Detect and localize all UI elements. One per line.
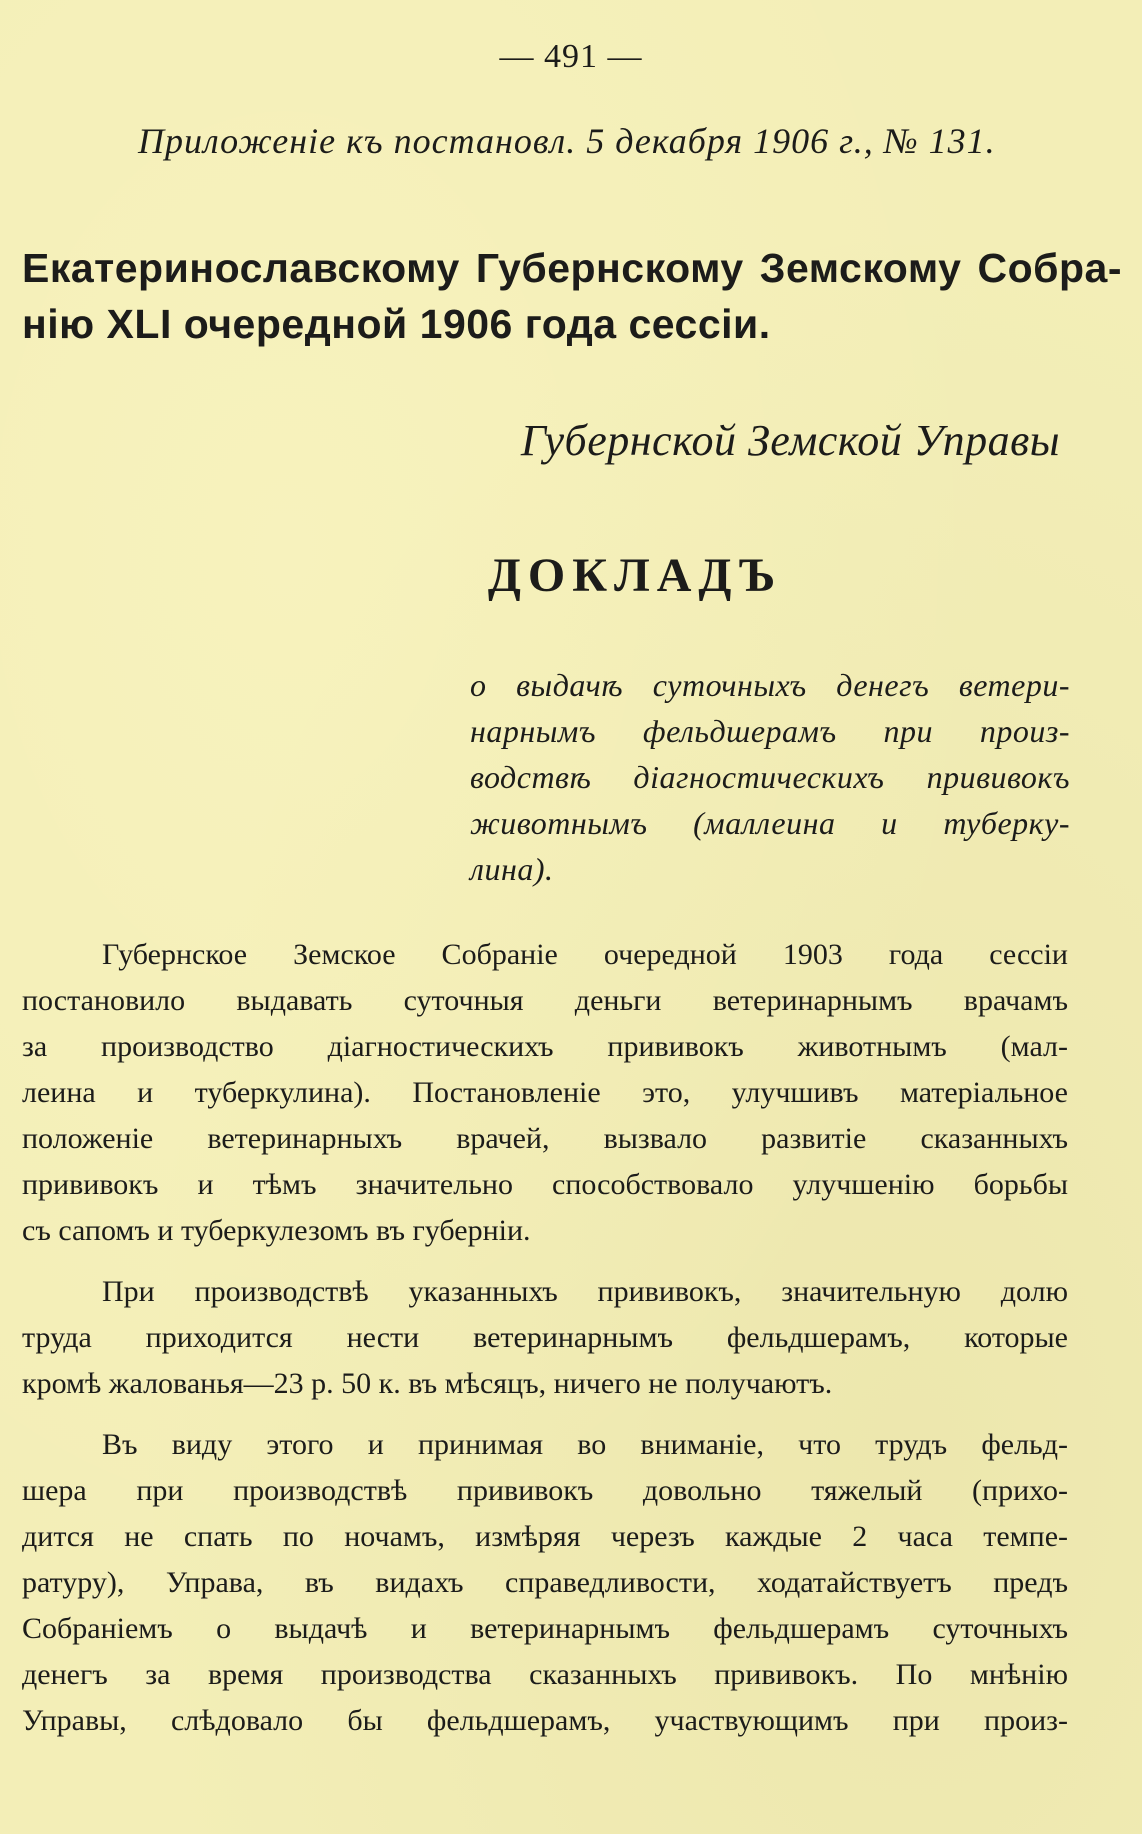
text-line: съ сапомъ и туберкулезомъ въ губерніи. — [22, 1214, 531, 1247]
text-line: Губернское Земское Собраніе очередной 1903 года сессіи — [102, 938, 1068, 971]
paragraph — [22, 1269, 1068, 1407]
document-heading — [22, 240, 1122, 352]
heading-line: нію XLI очередной 1906 года сессіи. — [22, 301, 771, 347]
page-number: — 491 — — [499, 38, 643, 75]
text-line: денегъ за время производства сказанныхъ прививокъ. По мнѣнію — [22, 1658, 1068, 1691]
paragraph — [22, 932, 1068, 1254]
text-line: шера при производствѣ прививокъ довольно тяжелый (прихо- — [22, 1474, 1068, 1507]
text-line: за производство діагностическихъ прививокъ животнымъ (мал- — [22, 1030, 1068, 1063]
heading-line: Екатеринославскому Губернскому Земскому Собра- — [22, 245, 1122, 291]
subject-line: нарнымъ фельдшерамъ при произ- — [470, 713, 1070, 749]
appendix-note: Приложеніе къ постановл. 5 декабря 1906 г., № 131. — [138, 121, 996, 161]
text-line: труда приходится нести ветеринарнымъ фельдшерамъ, которые — [22, 1321, 1068, 1354]
report-title: ДОКЛАДЪ — [487, 549, 783, 602]
text-line: Управы, слѣдовало бы фельдшерамъ, участвующимъ при произ- — [22, 1704, 1068, 1737]
issuing-board: Губернской Земской Управы — [520, 416, 1060, 465]
text-line: прививокъ и тѣмъ значительно способствовало улучшенію борьбы — [22, 1168, 1068, 1201]
text-line: ратуру), Управа, въ видахъ справедливости, ходатайствуетъ предъ — [22, 1566, 1068, 1599]
text-line: Собраніемъ о выдачѣ и ветеринарнымъ фельдшерамъ суточныхъ — [22, 1612, 1068, 1645]
text-line: При производствѣ указанныхъ прививокъ, значительную долю — [102, 1275, 1068, 1308]
body-text — [22, 932, 1068, 1759]
text-line: леина и туберкулина). Постановленіе это, улучшивъ матеріальное — [22, 1076, 1068, 1109]
paragraph — [22, 1422, 1068, 1744]
text-line: кромѣ жалованья—23 р. 50 к. въ мѣсяцъ, ничего не получаютъ. — [22, 1367, 833, 1400]
subject-line: животнымъ (маллеина и туберку- — [470, 805, 1070, 841]
subject-line: водствѣ діагностическихъ прививокъ — [470, 759, 1070, 795]
text-line: положеніе ветеринарныхъ врачей, вызвало развитіе сказанныхъ — [22, 1122, 1068, 1155]
subject-line: о выдачѣ суточныхъ денегъ ветери- — [470, 667, 1070, 703]
subject-line: лина). — [470, 851, 554, 887]
text-line: постановило выдавать суточныя деньги ветеринарнымъ врачамъ — [22, 984, 1068, 1017]
text-line: Въ виду этого и принимая во вниманіе, что трудъ фельд- — [102, 1428, 1068, 1461]
text-line: дится не спать по ночамъ, измѣряя черезъ каждые 2 часа темпе- — [22, 1520, 1068, 1553]
report-subject — [470, 662, 1070, 892]
